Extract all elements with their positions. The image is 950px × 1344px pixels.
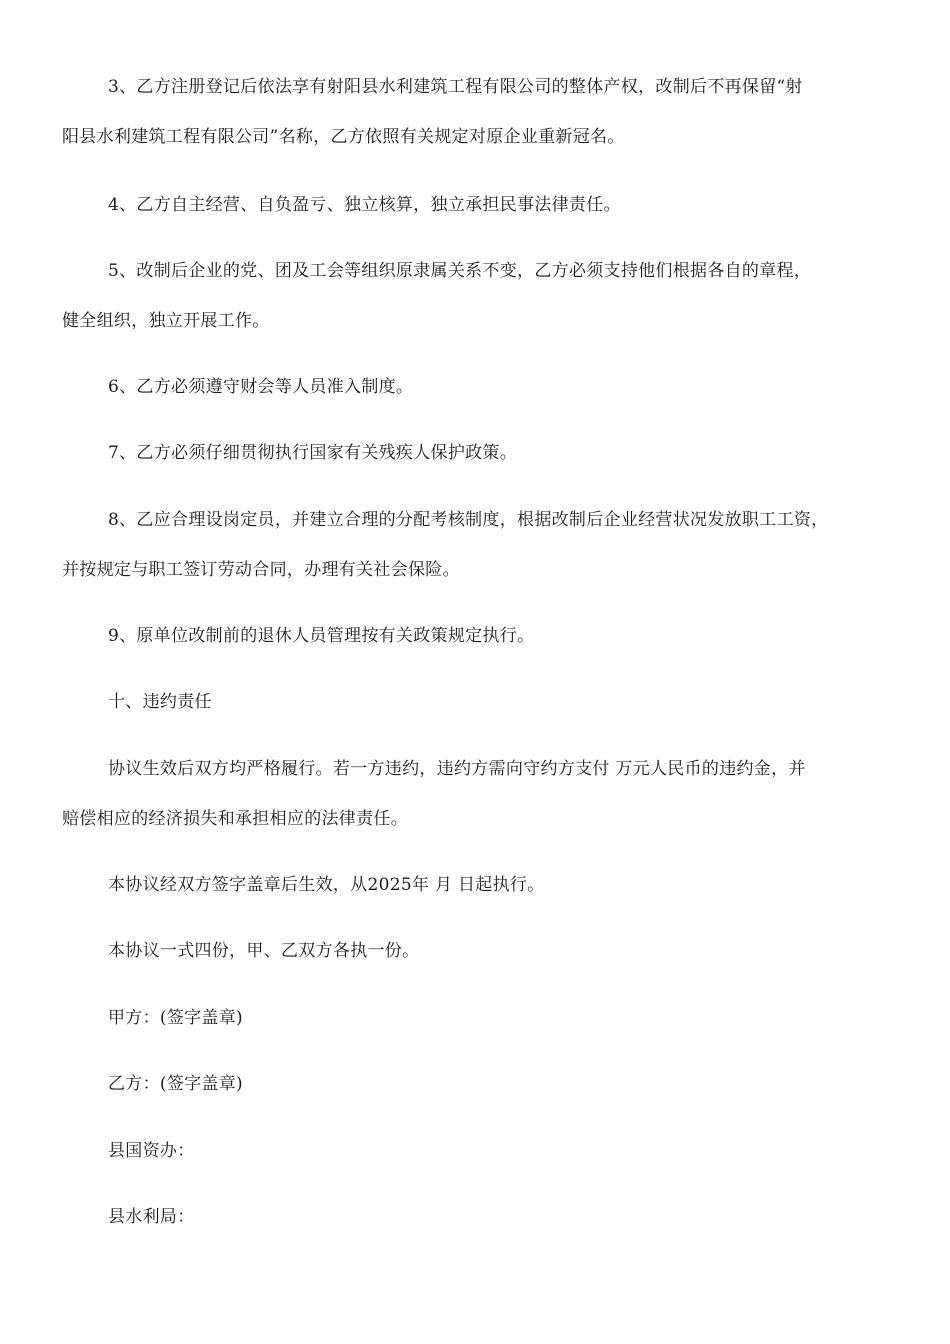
effective-date-paragraph (62, 860, 892, 910)
clause-6-line-1: 6、乙方必须遵守财会等人员准入制度。 (108, 377, 414, 397)
clause-4-paragraph (62, 180, 892, 230)
clause-3-line-1: 3、乙方注册登记后依法享有射阳县水利建筑工程有限公司的整体产权，改制后不再保留“射 (108, 77, 803, 97)
clause-8-line-2: 并按规定与职工签订劳动合同，办理有关社会保险。 (62, 560, 460, 580)
copies-paragraph (62, 926, 892, 976)
breach-liability-line-1: 协议生效后双方均严格履行。若一方违约，违约方需向守约方支付 万元人民币的违约金，并 (108, 759, 806, 779)
clause-9-paragraph (62, 611, 892, 661)
section-10-heading-text: 十、违约责任 (108, 692, 212, 712)
clause-5-paragraph (62, 246, 892, 346)
party-a-signature-label: 甲方：(签字盖章) (108, 1008, 243, 1028)
clause-7-line-1: 7、乙方必须仔细贯彻执行国家有关残疾人保护政策。 (108, 443, 518, 463)
clause-6-paragraph (62, 362, 892, 412)
clause-8-paragraph (62, 495, 892, 595)
party-b-signature (62, 1059, 892, 1109)
clause-9-line-1: 9、原单位改制前的退休人员管理按有关政策规定执行。 (108, 626, 535, 646)
county-assets-office-label: 县国资办： (108, 1141, 195, 1161)
clause-5-line-2: 健全组织，独立开展工作。 (62, 311, 270, 331)
county-water-bureau-label: 县水利局： (108, 1207, 195, 1227)
clause-3-paragraph (62, 62, 892, 162)
clause-7-paragraph (62, 428, 892, 478)
clause-3-line-2: 阳县水利建筑工程有限公司”名称，乙方依照有关规定对原企业重新冠名。 (62, 127, 625, 147)
party-b-signature-label: 乙方：(签字盖章) (108, 1074, 243, 1094)
county-water-bureau-signature (62, 1192, 892, 1242)
clause-8-line-1: 8、乙应合理设岗定员，并建立合理的分配考核制度，根据改制后企业经营状况发放职工工资， (108, 510, 829, 530)
effective-date-line: 本协议经双方签字盖章后生效，从2025年 月 日起执行。 (108, 875, 545, 895)
clause-5-line-1: 5、改制后企业的党、团及工会等组织原隶属关系不变，乙方必须支持他们根据各自的章程， (108, 261, 812, 281)
breach-liability-line-2: 赔偿相应的经济损失和承担相应的法律责任。 (62, 809, 408, 829)
copies-line: 本协议一式四份，甲、乙双方各执一份。 (108, 941, 420, 961)
party-a-signature (62, 993, 892, 1043)
county-assets-office-signature (62, 1126, 892, 1176)
clause-4-line-1: 4、乙方自主经营、自负盈亏、独立核算，独立承担民事法律责任。 (108, 195, 621, 215)
section-10-heading (62, 677, 892, 727)
breach-liability-paragraph (62, 744, 892, 844)
